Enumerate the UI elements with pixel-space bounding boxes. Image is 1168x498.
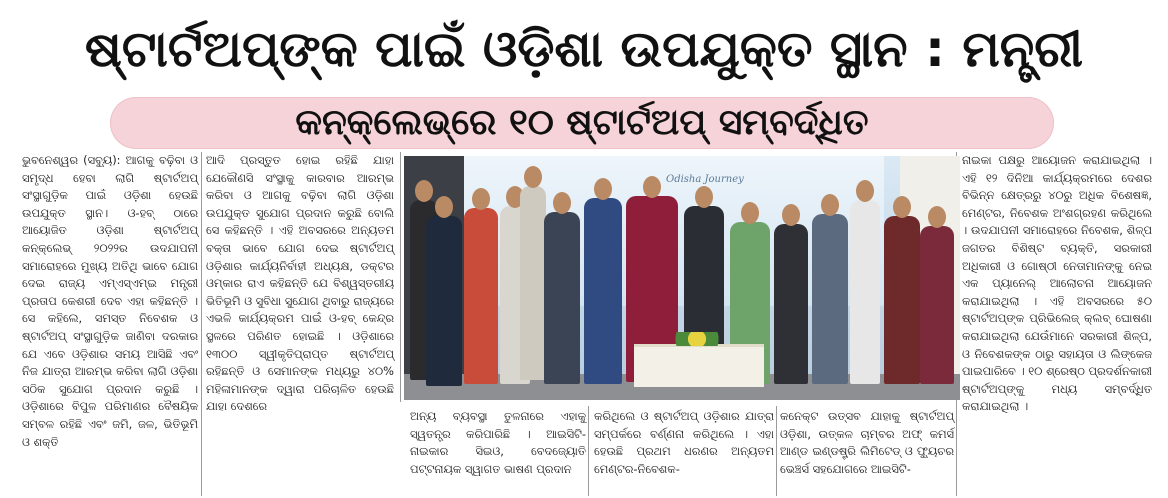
article-text: ଆଦି ପ୍ରସ୍ତୁତ ହୋଇ ରହିଛି ଯାହା ଯେକୌଣସି ସଂସ୍ଥାକୁ କାରବାର ଆରମ୍ଭ କରିବା ଓ ଆଗକୁ ବଢ଼ିବା ଲାଗି ଓଡ଼ିଶା ଉପଯୁକ୍ତ ସୁଯୋଗ ପ୍ରଦାନ କରୁଛି ବୋଲି ସେ କହିଛନ୍ତି । ଏହି ଅବସରରେ ଅନ୍ୟତମ ବକ୍ତା ଭାବେ ଯୋଗ ଦେଇ ଷ୍ଟାର୍ଟଅପ୍ ଓଡ଼ିଶାର କାର୍ଯ୍ୟନିର୍ବାହୀ ଅଧ୍ୟକ୍ଷ, ଡକ୍ଟର ଓମ୍‌କାର ରାଏ କହିଛନ୍ତି ଯେ ବିଶ୍ୱସ୍ତରୀୟ ଭିତିଭୂମି ଓ ସୁବିଧା ସୁଯୋଗ ଥିବାରୁ ରାଜ୍ୟରେ ଏଭଳି କାର୍ଯ୍ୟକ୍ରମ ପାଇଁ ଓ-ହବ୍ କେନ୍ଦ୍ର ସ୍ଥଳରେ ପରିଣତ ହୋଇଛି । ଓଡ଼ିଶାରେ ୧୩୦୦ ସ୍ୱୀକୃତିପ୍ରାପ୍ତ ଷ୍ଟାର୍ଟଅପ୍ ରହିଛନ୍ତି ଓ ସେମାନଙ୍କ ମଧ୍ୟରୁ ୪୦% ମହିଳାମାନଙ୍କ ଦ୍ୱାରା ପରିଚାଳିତ ହେଉଛି ଯାହା ଦେଶରେ xyxy=(206,153,394,414)
news-photo xyxy=(404,156,960,400)
person-head xyxy=(643,176,661,198)
person-head xyxy=(856,180,874,202)
article-column-4 xyxy=(594,408,774,496)
photo-flowers xyxy=(662,332,732,346)
headline: ଷ୍ଟାର୍ଟଅପ୍‌ଙ୍କ ପାଇଁ ଓଡ଼ିଶା ଉପଯୁକ୍ତ ସ୍ଥାନ : ମନ୍ତ୍ରୀ xyxy=(84,20,1084,78)
article-text: ଅନ୍ୟ ବ୍ୟବସ୍ଥା ତୁଳନାରେ ଏହାକୁ ସ୍ୱତନ୍ତ୍ର କରିପାରିଛି । ଆଇସିଟି-ନାଇକାର ସିଇଓ, ବେଦଜ୍ୟୋତି ପଟ୍ଟନାୟକ ସ୍ୱାଗତ ଭାଷଣ ପ୍ରଦାନ xyxy=(410,409,586,476)
subheadline-band xyxy=(110,97,1054,149)
article-column-2 xyxy=(206,152,394,414)
person-figure xyxy=(850,200,880,384)
column-rule xyxy=(201,152,202,496)
person-figure xyxy=(884,216,920,384)
article-text: ନାଇକା ପକ୍ଷରୁ ଆୟୋଜନ କରାଯାଇଥିଲା । ଏହି ୧୨ ଦିନିଆ କାର୍ଯ୍ୟକ୍ରମରେ ଦେଶର ବିଭିନ୍ନ କ୍ଷେତ୍ରରୁ ୪୦ରୁ ଅଧିକ ବିଶେଷଜ୍ଞ, ମେଣ୍ଟର, ନିବେଶକ ଅଂଶଗ୍ରହଣ କରିଥିଲେ । ଉଦଯାପନୀ ସମାରୋହରେ ନିବେଶକ, ଶିଳ୍ପ ଜଗତର ବିଶିଷ୍ଟ ବ୍ୟକ୍ତି, ସରକାରୀ ଅଧିକାରୀ ଓ ଗୋଷ୍ଠୀ ନେତାମାନଙ୍କୁ ନେଇ ଏକ ପ୍ୟାନେଲ୍ ଆଲୋଚନା ଆୟୋଜନ କରାଯାଇଥିଲା । ଏହି ଅବସରରେ ୫୦ ଷ୍ଟାର୍ଟଅପ୍‌ଙ୍କ ପ୍ରିଭିଲେଜ୍ କ୍ଲବ୍ ଘୋଷଣା କରାଯାଇଥିଲା ଯେଉଁମାନେ ସରକାରୀ ଶିଳ୍ପ, ଓ ନିବେଶକଙ୍କ ଠାରୁ ସହାୟତା ଓ ଲିଙ୍କେଜ ପାଇପାରିବେ । ୧୦ ଶ୍ରେଷ୍ଠ ପ୍ରଦର୍ଶନକାରୀ ଷ୍ଟାର୍ଟଅପ୍‌ଙ୍କୁ ମଧ୍ୟ ସମ୍ବର୍ଦ୍ଧିତ କରାଯାଇଥିଲା । xyxy=(962,153,1152,414)
person-head xyxy=(415,180,433,202)
article-text: କନେକ୍ଟ ଉତ୍ସବ ଯାହାକୁ ଷ୍ଟାର୍ଟଅପ୍ ଓଡ଼ିଶା, ଉତ୍କଳ ଚାମ୍ବର ଅଫ୍ କମର୍ସ ଆଣ୍ଡ ଇଣ୍ଡଷ୍ଟ୍ରି ଲିମିଟେଡ୍ ଓ ଫ୍ୟୁଚର ଭେଞ୍ଚର୍ସ ସହଯୋଗରେ ଆଇସିଟି- xyxy=(780,409,954,476)
person-head xyxy=(893,196,911,218)
person-figure xyxy=(584,198,622,384)
article-text: ଭୁବନେଶ୍ୱର (ସବ୍ୟୁ): ଆଗକୁ ବଢ଼ିବା ଓ ସମୃଦ୍ଧ ହେବା ଲାଗି ଷ୍ଟାର୍ଟଅପ୍ ସଂସ୍ଥାଗୁଡ଼ିକ ପାଇଁ ଓଡ଼ିଶା ହେଉଛି ଉପଯୁକ୍ତ ସ୍ଥାନ। ଓ-ହବ୍ ଠାରେ ଆୟୋଜିତ ଓଡ଼ିଶା ଷ୍ଟାର୍ଟଅପ୍ କନ୍‌କ୍ଲେଭ୍ ୨୦୨୨ର ଉଦଯାପନୀ ସମାରୋହରେ ମୁଖ୍ୟ ଅତିଥି ଭାବେ ଯୋଗ ଦେଇ ରାଜ୍ୟ ଏମ୍‌ଏସ୍‌ଏମ୍‌ଇ ମନ୍ତ୍ରୀ ପ୍ରତାପ କେଶରୀ ଦେବ ଏହା କହିଛନ୍ତି । ସେ କହିଲେ, ସମସ୍ତ ନିବେଶକ ଓ ଷ୍ଟାର୍ଟଅପ୍ ସଂସ୍ଥାଗୁଡ଼ିକ ଜାଣିବା ଦରକାର ଯେ ଏବେ ଓଡ଼ିଶାର ସମୟ ଆସିଛି ଏବଂ ନିଜ ଯାତ୍ରା ଆରମ୍ଭ କରିବା ଲାଗି ଓଡ଼ିଶା ସଠିକ ସୁଯୋଗ ପ୍ରଦାନ କରୁଛି । ଓଡ଼ିଶାରେ ବିପୁଳ ପରିମାଣର ବୈଷୟିକ ସମ୍ବଳ ରହିଛି ଏବଂ ଜମି, ଜଳ, ଭିତିଭୂମି ଓ ଶକ୍ତି xyxy=(22,153,198,449)
article-column-6 xyxy=(962,152,1152,496)
article-text: କରିଥିଲେ ଓ ଷ୍ଟାର୍ଟଅପ୍ ଓଡ଼ିଶାର ଯାତ୍ରା ସମ୍ପର୍କରେ ବର୍ଣ୍ଣନା କରିଥିଲେ । ଏହା ହେଉଛି ପ୍ରଥମ ଧରଣର ଅନ୍ୟତମ ମେଣ୍ଟର-ନିବେଶକ- xyxy=(594,409,774,476)
person-head xyxy=(435,196,453,218)
person-head xyxy=(928,206,946,228)
column-rule xyxy=(400,152,401,402)
photo-table xyxy=(634,344,764,387)
person-head xyxy=(594,178,612,200)
person-figure xyxy=(464,208,498,384)
person-head xyxy=(524,166,542,188)
photo-backdrop-text: Odisha Journey xyxy=(666,174,744,185)
person-figure xyxy=(920,226,954,384)
person-figure xyxy=(812,214,848,384)
subheadline: କନ୍‌କ୍ଲେଭ୍‌ରେ ୧୦ ଷ୍ଟାର୍ଟଅପ୍ ସମ୍ବର୍ଦ୍ଧିତ xyxy=(295,102,869,143)
article-column-1 xyxy=(22,152,198,496)
column-rule xyxy=(776,406,777,496)
person-figure xyxy=(520,186,546,380)
person-head xyxy=(821,194,839,216)
person-figure xyxy=(774,224,808,384)
person-head xyxy=(695,186,713,208)
person-head xyxy=(472,188,490,210)
person-head xyxy=(553,192,571,214)
article-column-3 xyxy=(410,408,586,496)
article-column-5 xyxy=(780,408,954,496)
person-head xyxy=(741,202,759,224)
person-figure xyxy=(426,216,462,386)
column-rule xyxy=(588,406,589,496)
person-head xyxy=(782,204,800,226)
person-figure xyxy=(544,212,580,384)
